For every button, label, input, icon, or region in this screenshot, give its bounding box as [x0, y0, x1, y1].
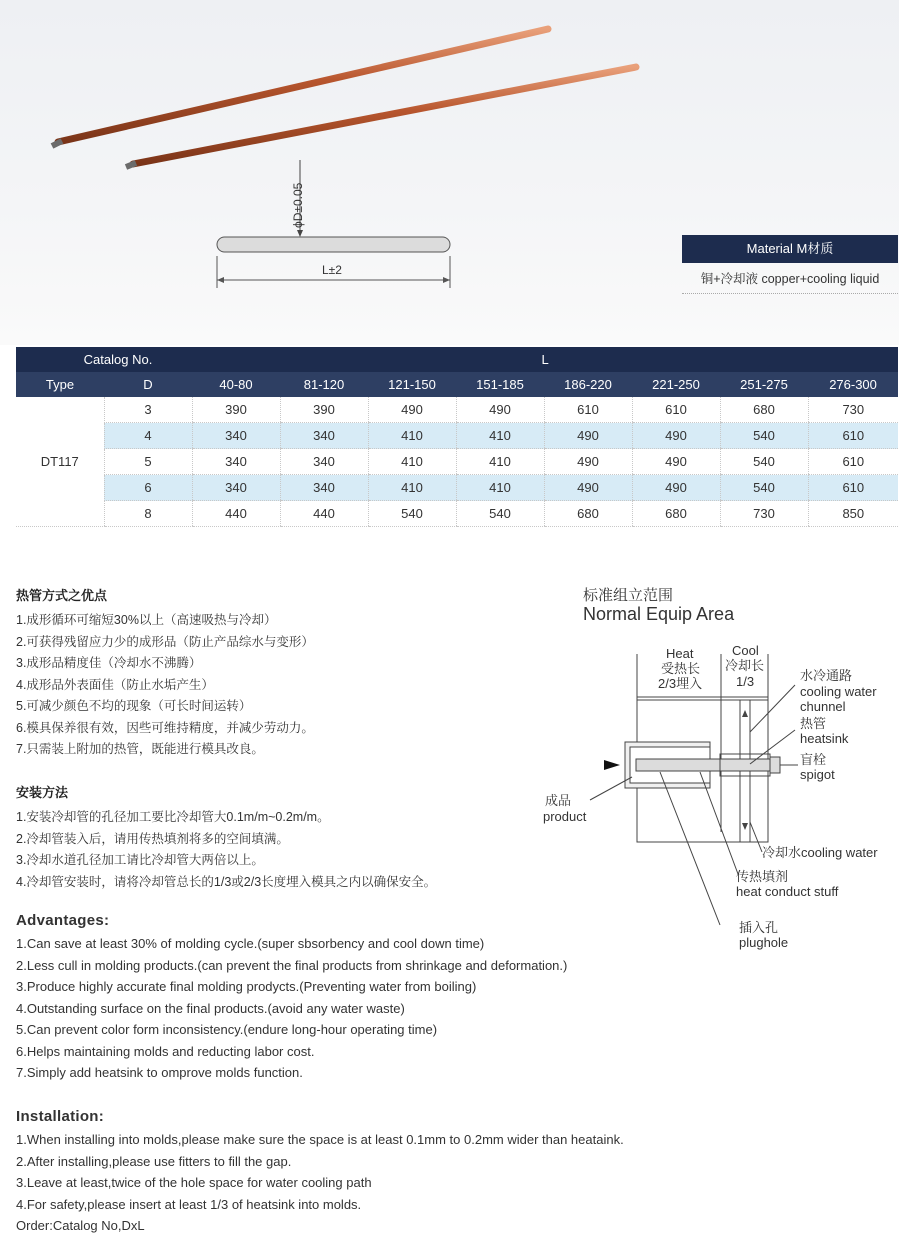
- heatsink-label-cn: 热管: [800, 716, 827, 731]
- list-item: 3.Leave at least,twice of the hole space for water cooling path: [16, 1175, 372, 1190]
- list-item: 4.Outstanding surface on the final products.(avoid any water waste): [16, 1000, 405, 1016]
- product-label-en: product: [543, 809, 587, 824]
- list-item: 1.成形循环可缩短30%以上（高速吸热与冷却）: [16, 613, 277, 627]
- list-item: 5.可减少颜色不均的现象（可长时间运转）: [16, 699, 252, 713]
- value-cell: 340: [280, 449, 368, 475]
- heat-fraction: 2/3埋入: [658, 676, 703, 691]
- value-cell: 610: [544, 397, 632, 423]
- equip-drawing: [540, 582, 899, 962]
- list-item: 7.只需装上附加的热管，既能进行模具改良。: [16, 742, 264, 756]
- list-item: 7.Simply add heatsink to omprove molds function.: [16, 1065, 303, 1080]
- list-item: 4.冷却管安装时，请将冷却管总长的1/3或2/3长度埋入模具之内以确保安全。: [16, 874, 437, 889]
- value-cell: 340: [192, 423, 280, 449]
- list-item: 3.成形品精度佳（冷却水不沸腾）: [16, 656, 202, 670]
- header-range: 186-220: [544, 372, 632, 397]
- value-cell: 410: [368, 423, 456, 449]
- list-item: 2.冷却管装入后，请用传热填剂将多的空间填满。: [16, 831, 289, 846]
- header-D: D: [104, 372, 192, 397]
- list-item: 6.模具保养很有效，因些可维持精度，并减少劳动力。: [16, 720, 314, 735]
- value-cell: 390: [192, 397, 280, 423]
- value-cell: 440: [280, 501, 368, 527]
- header-range: 276-300: [808, 372, 898, 397]
- heatsink-label-en: heatsink: [800, 731, 849, 746]
- cool-label-cn: 冷却长: [725, 658, 765, 673]
- value-cell: 680: [720, 397, 808, 423]
- cooling-water-label: 冷却水cooling water: [762, 845, 878, 860]
- table-header-row-1: [16, 347, 898, 372]
- header-range: 221-250: [632, 372, 720, 397]
- order-line: Order:Catalog No,DxL: [16, 1218, 145, 1233]
- value-cell: 410: [368, 475, 456, 501]
- list-item: 4.成形品外表面佳（防止水垢产生）: [16, 677, 214, 692]
- header-range: 251-275: [720, 372, 808, 397]
- advantages-cn-section: [16, 585, 314, 761]
- list-item: 1.安装冷却管的孔径加工要比冷却管大0.1m/m~0.2m/m。: [16, 810, 330, 824]
- value-cell: 440: [192, 501, 280, 527]
- type-cell: DT117: [16, 397, 104, 527]
- value-cell: 410: [368, 449, 456, 475]
- header-range: 40-80: [192, 372, 280, 397]
- conduct-label-en: heat conduct stuff: [736, 884, 839, 899]
- value-cell: 490: [544, 449, 632, 475]
- channel-label-cn: 水冷通路: [800, 668, 853, 683]
- value-cell: 680: [544, 501, 632, 527]
- installation-en-title: Installation:: [16, 1108, 105, 1125]
- header-range: 121-150: [368, 372, 456, 397]
- value-cell: 410: [456, 449, 544, 475]
- heat-label-en: Heat: [666, 646, 694, 661]
- value-cell: 540: [720, 423, 808, 449]
- list-item: 1.When installing into molds,please make sure the space is at least 0.1mm to 0.2mm wider than heataink.: [16, 1132, 624, 1147]
- plughole-label-cn: 插入孔: [739, 920, 779, 935]
- list-item: 5.Can prevent color form inconsistency.(endure long-hour operating time): [16, 1022, 438, 1037]
- conduct-label-cn: 传热填剂: [736, 869, 789, 884]
- product-label-cn: 成品: [545, 793, 572, 808]
- table-row: [16, 423, 898, 449]
- value-cell: 610: [632, 397, 720, 423]
- value-cell: 540: [720, 475, 808, 501]
- header-range: 151-185: [456, 372, 544, 397]
- header-L: L: [192, 347, 898, 372]
- advantages-cn-title: 热管方式之优点: [16, 588, 108, 603]
- value-cell: 540: [720, 449, 808, 475]
- installation-cn-title: 安装方法: [16, 785, 69, 800]
- value-cell: 410: [456, 475, 544, 501]
- equip-title-en: Normal Equip Area: [583, 604, 735, 624]
- table-row: [16, 475, 898, 501]
- equip-title-cn: 标准组立范围: [583, 587, 674, 604]
- advantages-en-title: Advantages:: [16, 912, 110, 929]
- material-box: [682, 235, 898, 294]
- header-catalog: Catalog No.: [16, 347, 192, 372]
- value-cell: 340: [192, 475, 280, 501]
- cool-label-en: Cool: [732, 643, 759, 658]
- cool-fraction: 1/3: [736, 674, 755, 689]
- value-cell: 680: [632, 501, 720, 527]
- spec-table: [16, 347, 898, 527]
- spigot-label-en: spigot: [800, 767, 835, 782]
- value-cell: 490: [632, 449, 720, 475]
- length-label: L±2: [322, 263, 342, 277]
- value-cell: 390: [280, 397, 368, 423]
- d-cell: 8: [104, 501, 192, 527]
- header-type: Type: [16, 372, 104, 397]
- table-header-row-2: [16, 372, 898, 397]
- installation-en-section: [16, 1108, 624, 1237]
- value-cell: 730: [720, 501, 808, 527]
- value-cell: 490: [544, 475, 632, 501]
- channel-label-en2: chunnel: [800, 699, 846, 714]
- channel-label-en1: cooling water: [800, 684, 877, 699]
- equip-area-diagram: [540, 582, 899, 962]
- value-cell: 340: [280, 423, 368, 449]
- value-cell: 490: [368, 397, 456, 423]
- plughole-label-en: plughole: [739, 935, 789, 950]
- rod-lower: [126, 67, 636, 167]
- value-cell: 490: [632, 475, 720, 501]
- material-header: Material M材质: [682, 235, 898, 263]
- d-cell: 3: [104, 397, 192, 423]
- value-cell: 490: [632, 423, 720, 449]
- value-cell: 730: [808, 397, 898, 423]
- heat-label-cn: 受热长: [661, 661, 701, 676]
- value-cell: 540: [368, 501, 456, 527]
- header-range: 81-120: [280, 372, 368, 397]
- table-row: [16, 501, 898, 527]
- table-row: [16, 449, 898, 475]
- value-cell: 610: [808, 449, 898, 475]
- spigot-label-cn: 盲栓: [800, 752, 827, 767]
- list-item: 2.可获得残留应力少的成形品（防止产品综水与变形）: [16, 634, 314, 649]
- value-cell: 490: [456, 397, 544, 423]
- value-cell: 340: [280, 475, 368, 501]
- list-item: 2.Less cull in molding products.(can prevent the final products from shrinkage and deformation.): [16, 957, 568, 973]
- list-item: 3.Produce highly accurate final molding prodycts.(Preventing water from boiling): [16, 979, 477, 994]
- list-item: 3.冷却水道孔径加工请比冷却管大两倍以上。: [16, 853, 264, 867]
- value-cell: 490: [544, 423, 632, 449]
- diameter-label: ϕD±0.05: [291, 182, 305, 228]
- table-row: [16, 397, 898, 423]
- value-cell: 610: [808, 475, 898, 501]
- d-cell: 4: [104, 423, 192, 449]
- list-item: 4.For safety,please insert at least 1/3 of heatsink into molds.: [16, 1196, 362, 1212]
- value-cell: 610: [808, 423, 898, 449]
- d-cell: 6: [104, 475, 192, 501]
- value-cell: 340: [192, 449, 280, 475]
- installation-cn-section: [16, 782, 436, 893]
- list-item: 6.Helps maintaining molds and reducting labor cost.: [16, 1043, 315, 1059]
- material-value: 铜+冷却液 copper+cooling liquid: [682, 263, 898, 294]
- value-cell: 540: [456, 501, 544, 527]
- value-cell: 410: [456, 423, 544, 449]
- advantages-en-section: [16, 912, 567, 1084]
- d-cell: 5: [104, 449, 192, 475]
- list-item: 2.After installing,please use fitters to fill the gap.: [16, 1153, 292, 1169]
- list-item: 1.Can save at least 30% of molding cycle.(super sbsorbency and cool down time): [16, 936, 485, 951]
- value-cell: 850: [808, 501, 898, 527]
